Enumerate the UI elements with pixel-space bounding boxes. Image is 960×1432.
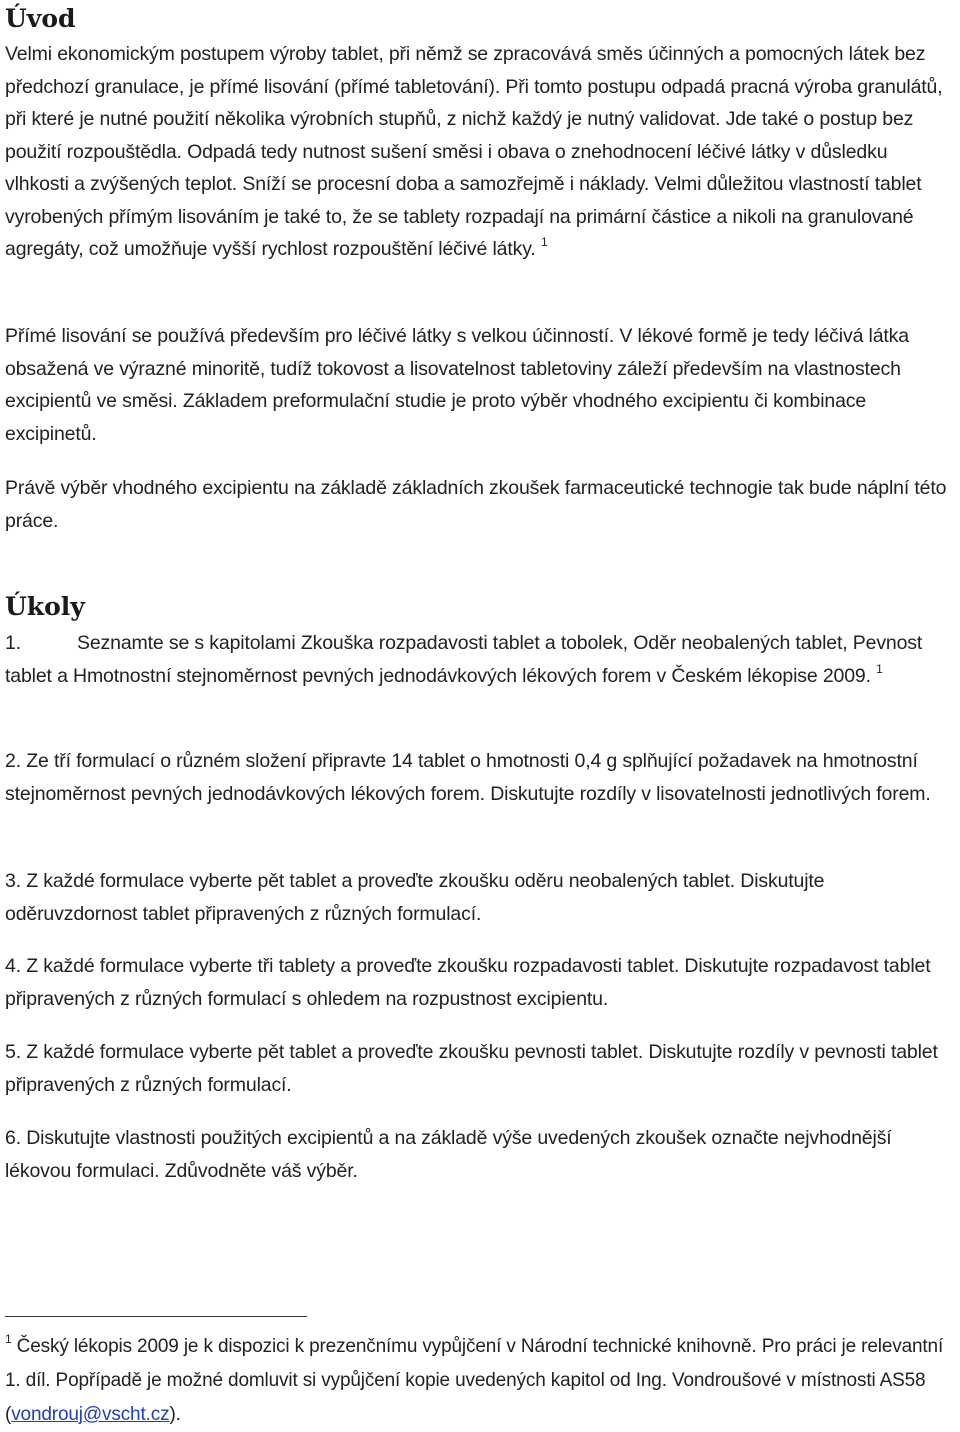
- task-3: 3. Z každé formulace vyberte pět tablet a proveďte zkoušku oděru neobalených tablet. Diskutujte oděruvzdornost tablet připravených z různých formulací.: [5, 870, 825, 925]
- intro-paragraph-1: [5, 38, 955, 266]
- task-4: 4. Z každé formulace vyberte tři tablety a proveďte zkoušku rozpadavosti tablet. Diskutujte rozpadavost tablet připravených z různých formulací s ohledem na rozpustnost excipientu.: [5, 955, 931, 1010]
- task-5: 5. Z každé formulace vyberte pět tablet a proveďte zkoušku pevnosti tablet. Diskutujte rozdíly v pevnosti tablet připravených z různých formulací.: [5, 1041, 938, 1096]
- heading-uvod: Úvod: [5, 4, 76, 33]
- task-1-number: 1.: [5, 632, 21, 654]
- intro-paragraph-2: Přímé lisování se používá především pro léčivé látky s velkou účinností. V lékové formě je tedy léčivá látka obsažená ve výrazné minoritě, tudíž tokovost a lisovatelnost tabletoviny záleží především na vlastnostech excipientů ve směsi. Základem preformulační studie je proto výběr vhodného excipientu či kombinace excipinetů.: [5, 325, 909, 445]
- footnote-end: ).: [169, 1404, 181, 1425]
- intro-paragraph-1-text: Velmi ekonomickým postupem výroby tablet, při němž se zpracovává směs účinných a pomocných látek bez předchozí granulace, je přímé lisování (přímé tabletování). Při tomto postupu odpadá pracná výroba granulátů, při které je nutné použití několika výrobních stupňů, z nichž každý je nutný validovat. Jde také o postup bez použití rozpouštědla. Odpadá tedy nutnost sušení směsi i obava o znehodnocení léčivé látky v důsledku vlhkosti a zvýšených teplot. Sníží se procesní doba a samozřejmě i náklady. Velmi důležitou vlastností tablet vyrobených přímým lisováním je také to, že se tablety rozpadají na primární částice a nikoli na granulované agregáty, což umožňuje vyšší rychlost rozpouštění léčivé látky.: [5, 43, 943, 260]
- footnote-text: Český lékopis 2009 je k dispozici k prezenčnímu vypůjčení v Národní technické knihovně. Pro práci je relevantní 1. díl. Popřípadě je možné domluvit si vypůjčení kopie uvedených kapitol od Ing. Vondroušové v místnosti AS58 (: [5, 1336, 944, 1425]
- task-6: 6. Diskutujte vlastnosti použitých excipientů a na základě výše uvedených zkoušek označte nejvhodnější lékovou formulaci. Zdůvodněte váš výběr.: [5, 1127, 892, 1182]
- email-link[interactable]: vondrouj@vscht.cz: [11, 1404, 170, 1425]
- footnote: [5, 1330, 960, 1432]
- task-1: [5, 627, 955, 692]
- heading-ukoly: Úkoly: [5, 592, 85, 621]
- intro-paragraph-3: Právě výběr vhodného excipientu na základě základních zkoušek farmaceutické technogie tak bude náplní této práce.: [5, 477, 947, 532]
- footnote-mark: 1: [5, 1332, 12, 1346]
- task-1-text: Seznamte se s kapitolami Zkouška rozpadavosti tablet a tobolek, Oděr neobalených tablet, Pevnost tablet a Hmotnostní stejnoměrnost pevných jednodávkových lékových forem v Českém lékopise 2009.: [5, 632, 923, 687]
- task-2: 2. Ze tří formulací o různém složení připravte 14 tablet o hmotnosti 0,4 g splňující požadavek na hmotnostní stejnoměrnost pevných jednodávkových lékových forem. Diskutujte rozdíly v lisovatelnosti jednotlivých forem.: [5, 750, 931, 805]
- footnote-divider: [5, 1316, 307, 1317]
- footnote-ref: 1: [876, 661, 883, 676]
- footnote-ref: 1: [540, 235, 548, 249]
